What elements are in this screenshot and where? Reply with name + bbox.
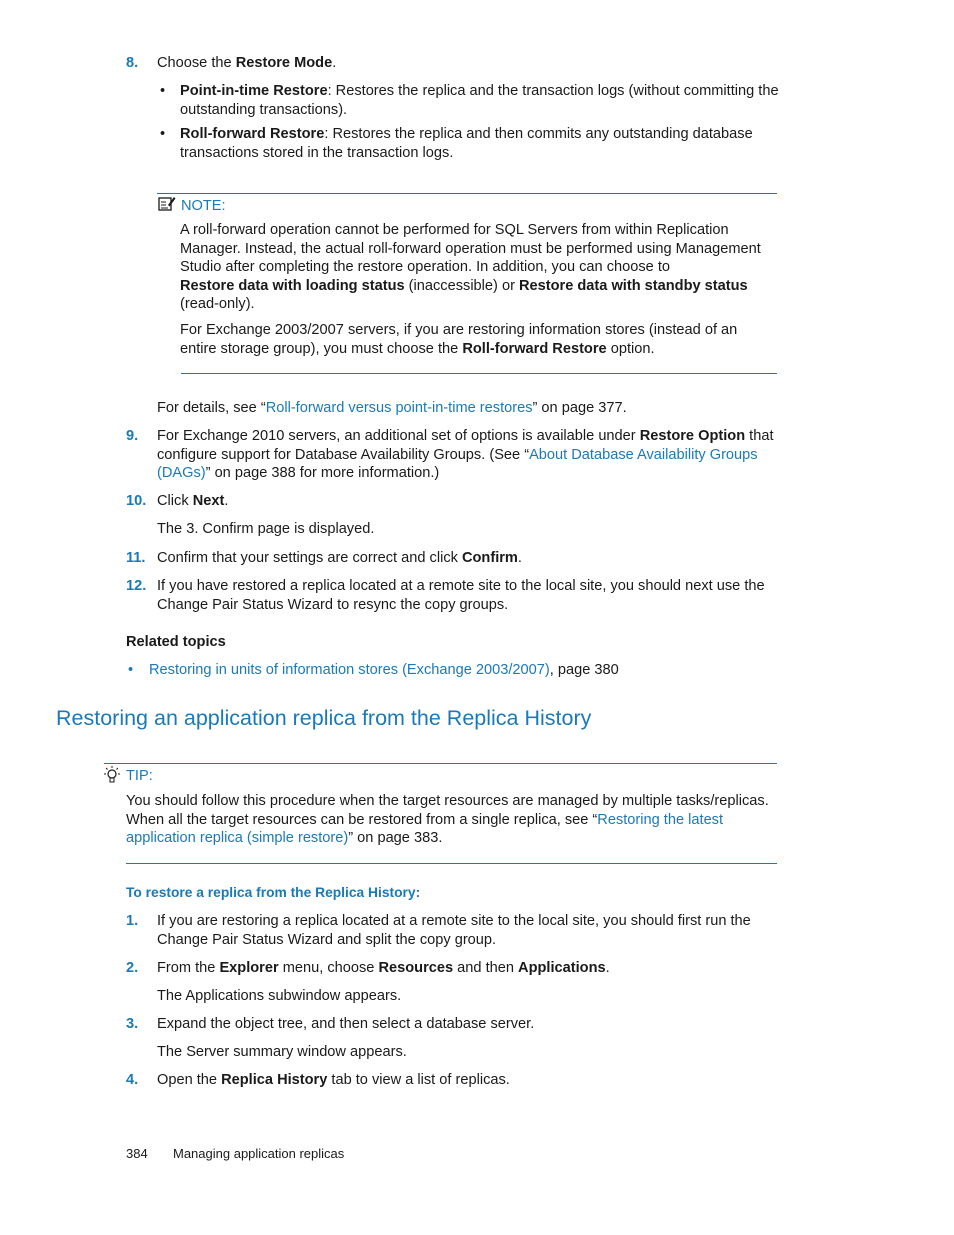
- step-number: 3.: [126, 1016, 139, 1032]
- step-number: 10.: [126, 493, 147, 509]
- dag-link[interactable]: About Database Availability Groups (DAGs): [157, 446, 758, 482]
- step-number: 8.: [126, 55, 139, 71]
- bullet-dot: •: [160, 126, 166, 142]
- step-number: 1.: [126, 913, 139, 929]
- bullet-item: Roll-forward Restore: Restores the replica and then commits any outstanding database transactions stored in the transaction logs.: [180, 126, 753, 161]
- step-number: 11.: [126, 550, 146, 566]
- step-text: For Exchange 2010 servers, an additional set of options is available under Restore Option that configure support for Database Availability Groups. (See “About Database Availability Groups (DAGs)” on page 388 for more information.): [157, 428, 774, 482]
- procedure-title: To restore a replica from the Replica History:: [126, 885, 421, 900]
- step-result: The 3. Confirm page is displayed.: [157, 521, 375, 537]
- step-text: Choose the Restore Mode.: [157, 55, 337, 71]
- note-top-rule: [157, 193, 777, 194]
- details-link[interactable]: Roll-forward versus point-in-time restores: [265, 400, 533, 416]
- related-topics-heading: Related topics: [126, 634, 226, 650]
- footer-title: Managing application replicas: [173, 1146, 345, 1161]
- step-text: If you are restoring a replica located at a remote site to the local site, you should first run the Change Pair Status Wizard and split the copy group.: [157, 913, 751, 948]
- step-result: The Server summary window appears.: [157, 1044, 407, 1060]
- step-number: 2.: [126, 960, 139, 976]
- step-text: If you have restored a replica located at a remote site to the local site, you should next use the Change Pair Status Wizard to resync the copy groups.: [157, 578, 765, 613]
- step-text: Click Next.: [157, 493, 229, 509]
- bullet-item: Point-in-time Restore: Restores the replica and the transaction logs (without committing the outstanding transactions).: [180, 83, 779, 118]
- tip-paragraph: You should follow this procedure when the target resources are managed by multiple tasks/replicas. When all the target resources can be restored from a single replica, see “Restoring the latest application replica (simple restore)” on page 383.: [126, 793, 769, 847]
- step-number: 12.: [126, 578, 147, 594]
- lightbulb-icon: [102, 765, 122, 785]
- step-text: Expand the object tree, and then select a database server.: [157, 1016, 535, 1032]
- note-pencil-icon: [158, 196, 176, 212]
- page-number: 384: [126, 1146, 148, 1161]
- note-paragraph: For Exchange 2003/2007 servers, if you are restoring information stores (instead of an entire storage group), you must choose the Roll-forward Restore option.: [180, 322, 738, 357]
- related-topic-item: Restoring in units of information stores (Exchange 2003/2007), page 380: [149, 662, 619, 678]
- tip-top-rule: [104, 763, 777, 764]
- note-bottom-rule: [181, 373, 777, 374]
- note-label: NOTE:: [181, 198, 226, 214]
- step-number: 9.: [126, 428, 139, 444]
- note-paragraph: A roll-forward operation cannot be performed for SQL Servers from within Replication Manager. Instead, the actual roll-forward operation must be performed using Management Studio after completing the restore operation. In addition, you can choose to Restore data with loading status (inaccessible) or Restore data with standby status (read-only).: [180, 222, 761, 313]
- step-text: Confirm that your settings are correct and click Confirm.: [157, 550, 522, 566]
- section-title: Restoring an application replica from the Replica History: [56, 706, 592, 730]
- tip-link[interactable]: Restoring the latest application replica (simple restore): [126, 811, 724, 847]
- bullet-dot: •: [128, 662, 134, 678]
- step-text: Open the Replica History tab to view a list of replicas.: [157, 1072, 510, 1088]
- step-text: From the Explorer menu, choose Resources and then Applications.: [157, 960, 610, 976]
- bullet-dot: •: [160, 83, 166, 99]
- related-topic-link[interactable]: Restoring in units of information stores (Exchange 2003/2007): [149, 662, 550, 678]
- tip-label: TIP:: [126, 768, 153, 784]
- step-number: 4.: [126, 1072, 139, 1088]
- details-text: For details, see “Roll-forward versus point-in-time restores” on page 377.: [157, 400, 627, 416]
- tip-bottom-rule: [126, 863, 777, 864]
- step-result: The Applications subwindow appears.: [157, 988, 402, 1004]
